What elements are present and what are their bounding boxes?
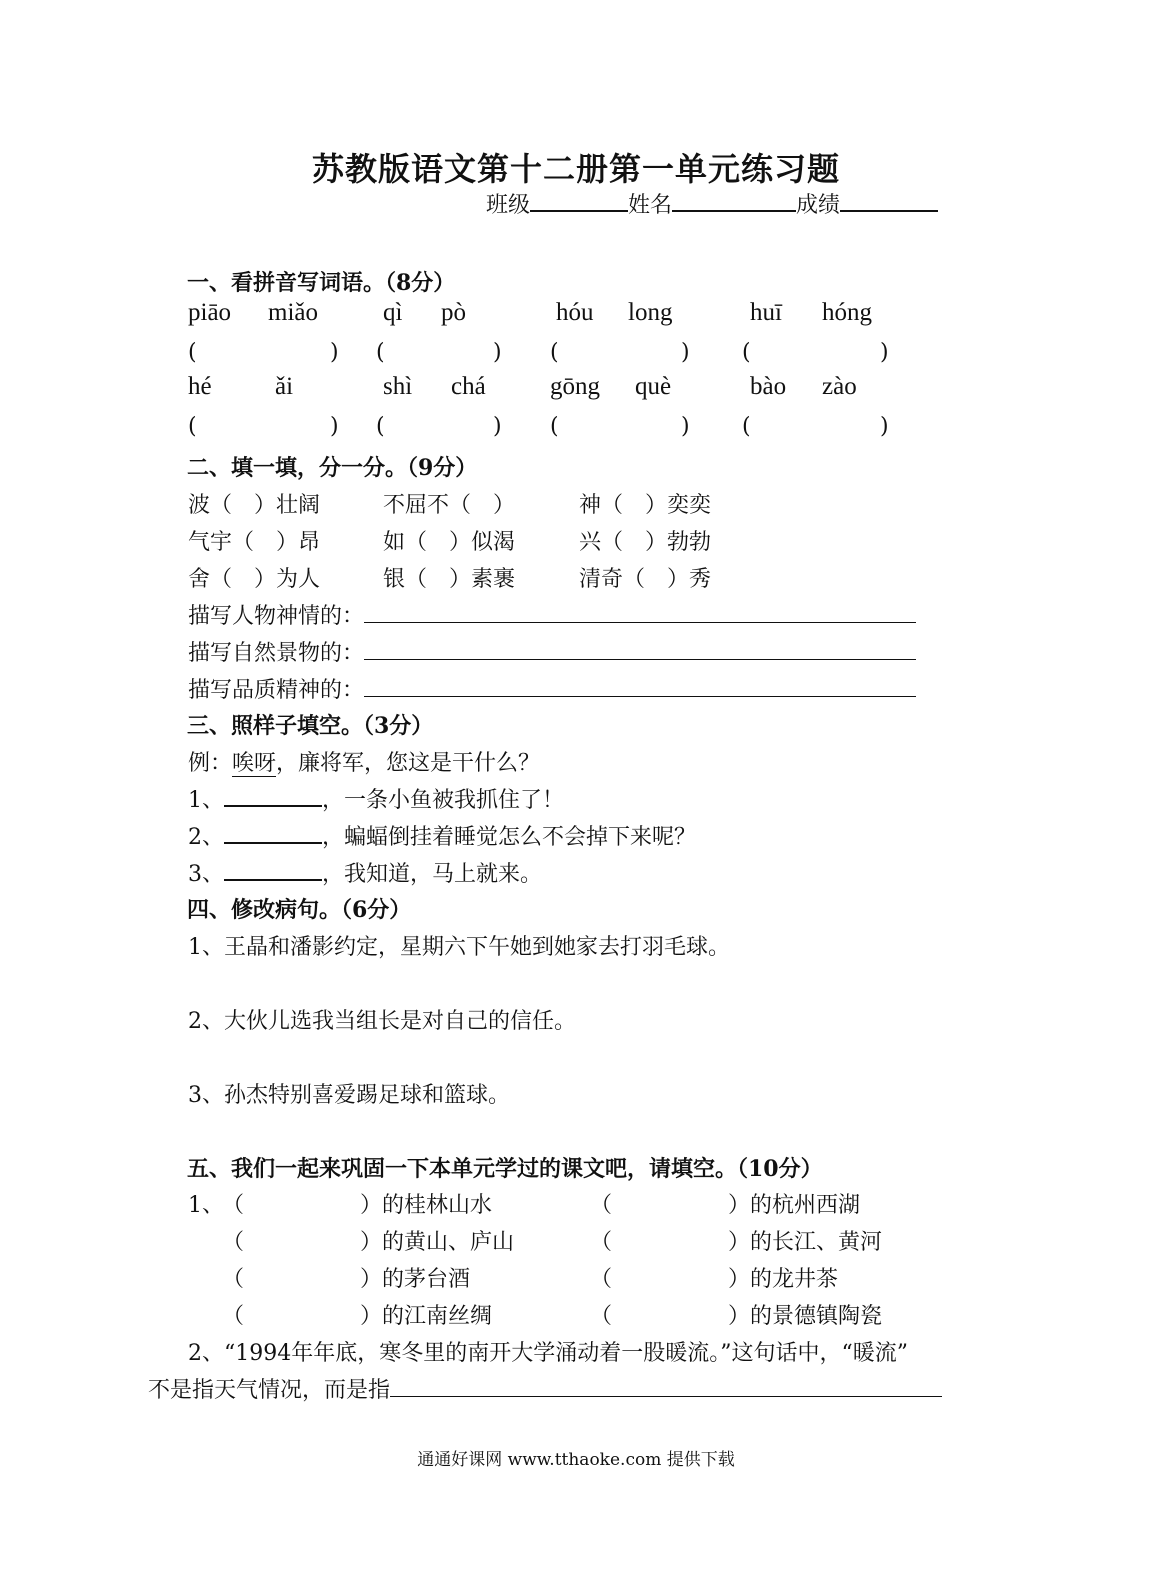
- fill-blank[interactable]: [224, 785, 322, 807]
- category-answer-line[interactable]: [364, 602, 916, 623]
- answer-paren-open: (: [742, 340, 751, 365]
- example-prefix: 例：: [188, 751, 233, 776]
- fill-right-text: ）的龙井茶: [728, 1267, 839, 1292]
- footer-credit: 通通好课网 www.tthaoke.com 提供下载: [417, 1450, 735, 1470]
- section-3-heading: 三、照样子填空。（3分）: [187, 713, 434, 739]
- category-label: 描写自然景物的：: [188, 641, 365, 666]
- category-answer-line[interactable]: [364, 676, 916, 697]
- pinyin: què: [635, 373, 672, 400]
- pinyin: ǎi: [275, 373, 294, 400]
- category-row: [188, 636, 916, 667]
- fill-left-text: ）的黄山、庐山: [360, 1230, 515, 1255]
- answer-paren-close: ): [493, 340, 502, 365]
- pinyin: zào: [822, 373, 857, 400]
- paren-open: （: [222, 1193, 245, 1218]
- section-4-heading: 四、修改病句。（6分）: [187, 897, 412, 923]
- question-number: 1、: [188, 1193, 224, 1218]
- answer-paren-open: (: [376, 340, 385, 365]
- name-label: 姓名: [628, 193, 673, 218]
- idiom-item: 兴（ ）勃勃: [579, 530, 712, 555]
- score-blank[interactable]: [840, 190, 938, 212]
- idiom-item: 如（ ）似渴: [383, 530, 516, 555]
- idiom-item: 神（ ）奕奕: [579, 493, 712, 518]
- fill-left-text: ）的江南丝绸: [360, 1304, 493, 1329]
- section-5-heading: 五、我们一起来巩固一下本单元学过的课文吧，请填空。（10分）: [187, 1156, 823, 1182]
- category-answer-line[interactable]: [364, 639, 916, 660]
- pinyin: pò: [441, 299, 466, 326]
- pinyin: gōng: [550, 373, 600, 400]
- pinyin: chá: [451, 373, 486, 400]
- fill-right-text: ）的杭州西湖: [728, 1193, 861, 1218]
- paren-open: （: [222, 1304, 245, 1329]
- fill-left-text: ）的桂林山水: [360, 1193, 493, 1218]
- item-text: ，蝙蝠倒挂着睡觉怎么不会掉下来呢？: [322, 825, 697, 850]
- answer-paren-close: ): [880, 414, 889, 439]
- category-label: 描写品质精神的：: [188, 678, 365, 703]
- paren-open: （: [222, 1267, 245, 1292]
- paren-open: （: [590, 1193, 613, 1218]
- fill-blank[interactable]: [224, 859, 322, 881]
- answer-paren-close: ): [330, 340, 339, 365]
- sentence-item: 2、大伙儿选我当组长是对自己的信任。: [188, 1009, 576, 1034]
- student-info: [486, 188, 938, 219]
- paren-open: （: [222, 1230, 245, 1255]
- idiom-item: 银（ ）素裹: [383, 567, 516, 592]
- question-2-line-1: 2、“1994年年底，寒冬里的南开大学涌动着一股暖流。”这句话中，“暖流”: [188, 1341, 908, 1366]
- idiom-item: 气宇（ ）昂: [188, 530, 321, 555]
- class-blank[interactable]: [530, 190, 628, 212]
- section-1-heading: 一、看拼音写词语。（8分）: [187, 270, 456, 296]
- example-underlined-word: 唉呀: [232, 751, 277, 776]
- item-number: 2、: [188, 825, 224, 850]
- pinyin: huī: [750, 299, 782, 326]
- answer-paren-close: ): [493, 414, 502, 439]
- item-number: 3、: [188, 862, 224, 887]
- category-row: [188, 599, 916, 630]
- idiom-item: 不屈不（ ）: [383, 493, 516, 518]
- pinyin: shì: [383, 373, 413, 400]
- answer-paren-open: (: [550, 340, 559, 365]
- fill-blank[interactable]: [224, 822, 322, 844]
- fill-item: [188, 783, 564, 814]
- item-text: ，我知道，马上就来。: [322, 862, 543, 887]
- answer-paren-close: ): [681, 340, 690, 365]
- pinyin: long: [628, 299, 673, 326]
- example-rest: ，廉将军，您这是干什么？: [276, 751, 541, 776]
- answer-paren-open: (: [188, 414, 197, 439]
- idiom-item: 舍（ ）为人: [188, 567, 321, 592]
- pinyin: hóng: [822, 299, 872, 326]
- pinyin: qì: [383, 299, 403, 326]
- category-label: 描写人物神情的：: [188, 604, 365, 629]
- answer-paren-open: (: [742, 414, 751, 439]
- fill-right-text: ）的长江、黄河: [728, 1230, 883, 1255]
- section-2-heading: 二、填一填，分一分。（9分）: [187, 455, 478, 481]
- fill-left-text: ）的茅台酒: [360, 1267, 471, 1292]
- answer-paren-close: ): [880, 340, 889, 365]
- answer-paren-open: (: [376, 414, 385, 439]
- pinyin: hé: [188, 373, 212, 400]
- pinyin: hóu: [556, 299, 594, 326]
- class-label: 班级: [486, 193, 531, 218]
- question-2-text: 不是指天气情况，而是指: [148, 1378, 391, 1403]
- question-2-line-2: [148, 1373, 942, 1404]
- fill-item: [188, 820, 696, 851]
- item-text: ，一条小鱼被我抓住了！: [322, 788, 565, 813]
- pinyin: miǎo: [268, 299, 318, 326]
- sentence-item: 3、孙杰特别喜爱踢足球和篮球。: [188, 1083, 510, 1108]
- answer-paren-open: (: [188, 340, 197, 365]
- idiom-item: 清奇（ ）秀: [579, 567, 712, 592]
- paren-open: （: [590, 1230, 613, 1255]
- answer-line[interactable]: [390, 1376, 942, 1397]
- pinyin: bào: [750, 373, 787, 400]
- idiom-item: 波（ ）壮阔: [188, 493, 321, 518]
- page-title: 苏教版语文第十二册第一单元练习题: [311, 150, 840, 188]
- answer-paren-open: (: [550, 414, 559, 439]
- item-number: 1、: [188, 788, 224, 813]
- fill-item: [188, 857, 542, 888]
- category-row: [188, 673, 916, 704]
- paren-open: （: [590, 1267, 613, 1292]
- answer-paren-close: ): [681, 414, 690, 439]
- example-sentence: [188, 746, 540, 777]
- sentence-item: 1、王晶和潘影约定，星期六下午她到她家去打羽毛球。: [188, 935, 730, 960]
- pinyin: piāo: [188, 299, 232, 326]
- answer-paren-close: ): [330, 414, 339, 439]
- name-blank[interactable]: [672, 190, 796, 212]
- fill-right-text: ）的景德镇陶瓷: [728, 1304, 883, 1329]
- score-label: 成绩: [796, 193, 841, 218]
- paren-open: （: [590, 1304, 613, 1329]
